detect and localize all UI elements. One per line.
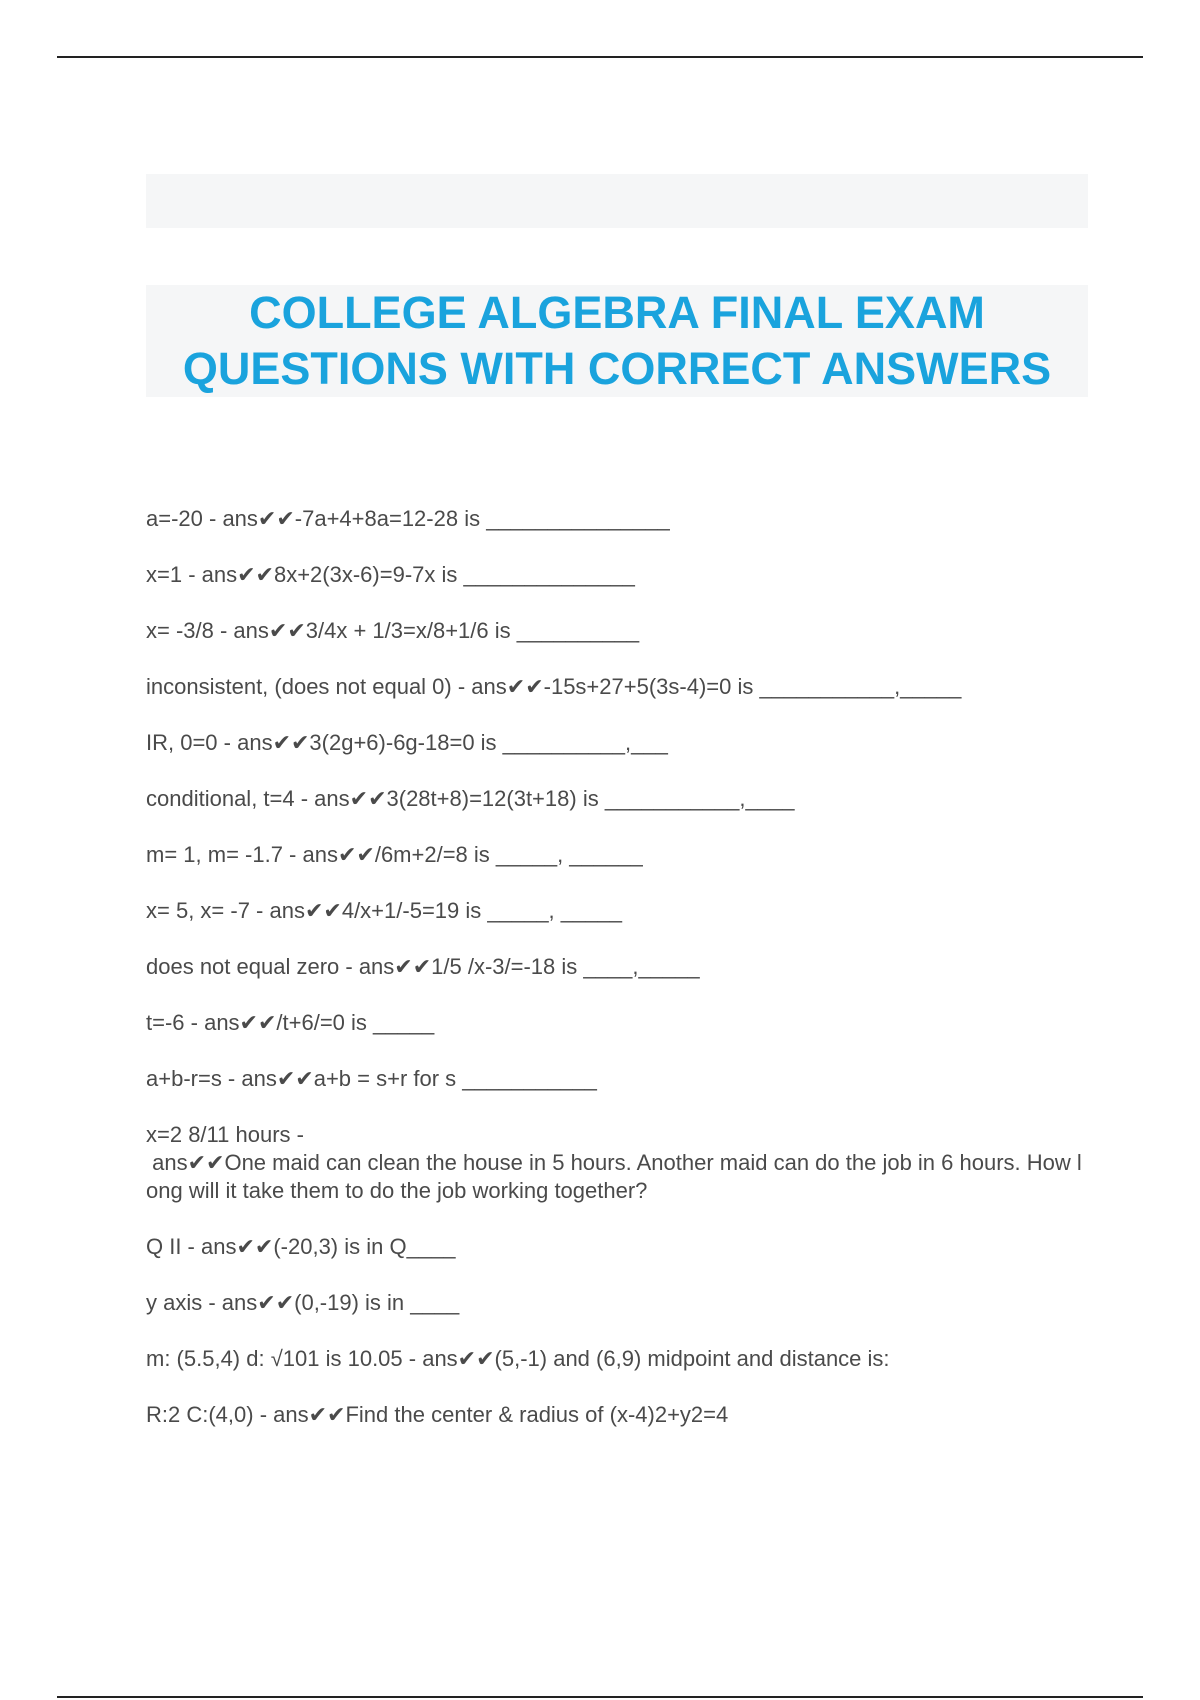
answer-text: t=-6 - — [146, 1010, 205, 1035]
answer-text: x=2 8/11 hours - — [146, 1122, 304, 1147]
answer-text: IR, 0=0 - — [146, 730, 238, 755]
question-text: ans✔✔/6m+2/=8 is _____, ______ — [302, 842, 643, 867]
qa-item — [146, 841, 1086, 869]
qa-item — [146, 785, 1086, 813]
question-text: ans✔✔3(2g+6)-6g-18=0 is __________,___ — [237, 730, 668, 755]
qa-item — [146, 673, 1086, 701]
qa-item — [146, 1233, 1086, 1261]
question-text: ans✔✔1/5 /x-3/=-18 is ____,_____ — [358, 954, 700, 979]
qa-item — [146, 1401, 1086, 1429]
answer-text: x= -3/8 - — [146, 618, 234, 643]
question-text: ans✔✔(5,-1) and (6,9) midpoint and distance is: — [422, 1346, 890, 1371]
question-text: ans✔✔-15s+27+5(3s-4)=0 is ___________,_____ — [471, 674, 962, 699]
answer-text: conditional, t=4 - — [146, 786, 315, 811]
answer-text: m: (5.5,4) d: √101 is 10.05 - — [146, 1346, 423, 1371]
qa-item — [146, 561, 1086, 589]
header-band — [146, 174, 1088, 228]
qa-item — [146, 729, 1086, 757]
answer-text: y axis - — [146, 1290, 222, 1315]
answer-text: a+b-r=s - — [146, 1066, 242, 1091]
question-text: ans✔✔One maid can clean the house in 5 hours. Another maid can do the job in 6 hours. How long will it take them to do the job working together? — [146, 1150, 1082, 1203]
qa-item — [146, 1345, 1086, 1373]
question-text: ans✔✔3(28t+8)=12(3t+18) is ___________,____ — [314, 786, 795, 811]
qa-item — [146, 1009, 1086, 1037]
question-text: ans✔✔a+b = s+r for s ___________ — [241, 1066, 597, 1091]
answer-text: a=-20 - — [146, 506, 223, 531]
question-text: ans✔✔/t+6/=0 is _____ — [204, 1010, 435, 1035]
answer-text: inconsistent, (does not equal 0) - — [146, 674, 472, 699]
question-text: ans✔✔(0,-19) is in ____ — [221, 1290, 460, 1315]
question-text: ans✔✔(-20,3) is in Q____ — [201, 1234, 456, 1259]
bottom-rule — [57, 1696, 1143, 1698]
question-text: ans✔✔Find the center & radius of (x-4)2+y2=4 — [273, 1402, 729, 1427]
qa-item — [146, 617, 1086, 645]
question-answer-list — [146, 505, 1086, 1457]
question-text: ans✔✔3/4x + 1/3=x/8+1/6 is __________ — [233, 618, 640, 643]
answer-text: R:2 C:(4,0) - — [146, 1402, 274, 1427]
answer-text: x= 5, x= -7 - — [146, 898, 270, 923]
question-text: ans✔✔8x+2(3x-6)=9-7x is ______________ — [201, 562, 635, 587]
answer-text: Q II - — [146, 1234, 201, 1259]
title-block — [146, 285, 1088, 397]
document-title-line-2: QUESTIONS WITH CORRECT ANSWERS — [182, 343, 1052, 394]
document-title-line-1: COLLEGE ALGEBRA FINAL EXAM — [249, 287, 985, 338]
top-rule — [57, 56, 1143, 58]
qa-item — [146, 1289, 1086, 1317]
qa-item — [146, 1065, 1086, 1093]
qa-item — [146, 1121, 1086, 1205]
answer-text: m= 1, m= -1.7 - — [146, 842, 303, 867]
qa-item — [146, 505, 1086, 533]
question-text: ans✔✔4/x+1/-5=19 is _____, _____ — [269, 898, 622, 923]
qa-item — [146, 897, 1086, 925]
question-text: ans✔✔-7a+4+8a=12-28 is _______________ — [222, 506, 670, 531]
qa-item — [146, 953, 1086, 981]
answer-text: x=1 - — [146, 562, 202, 587]
answer-text: does not equal zero - — [146, 954, 359, 979]
